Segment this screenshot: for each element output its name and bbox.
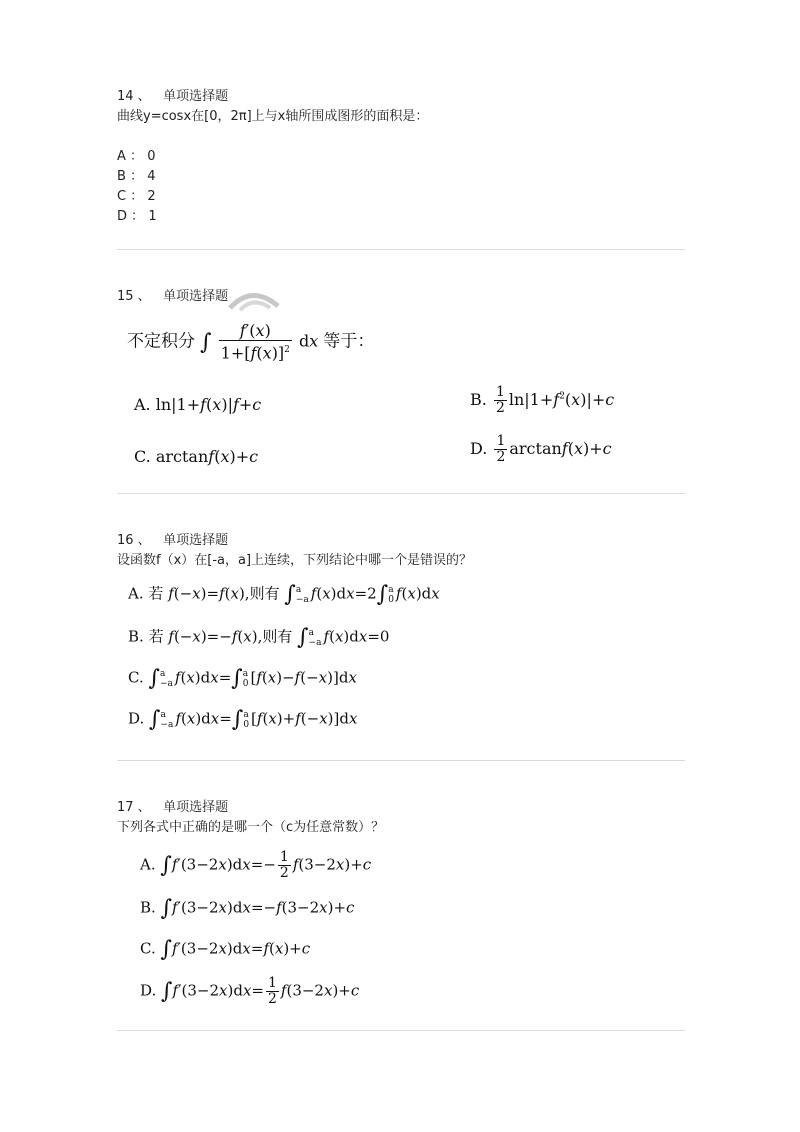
option-d[interactable]: D. $\frac{1}{2}$ arctanf(x)+c xyxy=(470,433,612,465)
question-type: 单项选择题 xyxy=(163,800,229,815)
option-a[interactable]: A ： 0 xyxy=(117,149,156,164)
question-number: 15 、 xyxy=(117,289,151,304)
option-b[interactable]: B ： 4 xyxy=(117,169,156,184)
question-number: 14 、 xyxy=(117,89,151,104)
question-number: 16 、 xyxy=(117,533,151,548)
option-c[interactable]: C. arctanf(x)+c xyxy=(134,447,259,466)
question-header xyxy=(117,87,685,107)
question-header xyxy=(117,798,685,818)
question-17 xyxy=(117,798,685,838)
question-stem: 下列各式中正确的是哪一个（c为任意常数）？ xyxy=(117,820,385,835)
option-d[interactable]: D. ∫ a −a f(x)dx=∫ a 0 [f(x)+f(−x)]dx xyxy=(128,707,358,732)
divider xyxy=(117,249,685,250)
option-c[interactable]: C ： 2 xyxy=(117,189,156,204)
option-c[interactable]: C. ∫ a −a f(x)dx=∫ a 0 [f(x)−f(−x)]dx xyxy=(128,666,357,691)
question-16 xyxy=(117,531,685,571)
divider xyxy=(117,493,685,494)
option-d[interactable]: D. ∫f′(3−2x)dx= $\frac{1}{2}$ f(3−2x)+c xyxy=(140,975,360,1007)
option-a[interactable]: A. 若 f(−x)=f(x),则有 ∫ a −a f(x)dx=2∫ a 0 f(x)dx xyxy=(128,582,440,607)
question-stem: 曲线y=cosx在[0，2π]上与x轴所围成图形的面积是： xyxy=(117,109,429,124)
question-type: 单项选择题 xyxy=(163,533,229,548)
option-d[interactable]: D ： 1 xyxy=(117,209,157,224)
divider xyxy=(117,1030,685,1031)
question-14 xyxy=(117,87,685,227)
question-number: 17 、 xyxy=(117,800,151,815)
option-c[interactable]: C. ∫f′(3−2x)dx=f(x)+c xyxy=(140,937,311,962)
option-a[interactable]: A. ∫f′(3−2x)dx=− $\frac{1}{2}$ f(3−2x)+c xyxy=(140,849,372,881)
option-b[interactable]: B. $\frac{1}{2}$ $\ln|1+f^2(x)|+c$ xyxy=(470,384,615,416)
option-a[interactable]: A. ln|1+f(x)|f+c xyxy=(134,395,262,414)
option-b[interactable]: B. ∫f′(3−2x)dx=−f(3−2x)+c xyxy=(140,896,355,921)
option-b[interactable]: B. 若 f(−x)=−f(x),则有 ∫ a −a f(x)dx=0 xyxy=(128,625,390,650)
question-type: 单项选择题 xyxy=(163,89,229,104)
question-header xyxy=(117,287,685,307)
watermark-icon xyxy=(226,290,282,312)
question-header xyxy=(117,531,685,551)
divider xyxy=(117,760,685,761)
question-15-stem: 不定积分 ∫ $\frac{f'(x)}{1+[f(x)]^2}$ dx 等于： xyxy=(127,321,375,363)
question-type: 单项选择题 xyxy=(163,289,229,304)
question-stem: 设函数f（x）在[-a，a]上连续，下列结论中哪一个是错误的？ xyxy=(117,553,473,568)
